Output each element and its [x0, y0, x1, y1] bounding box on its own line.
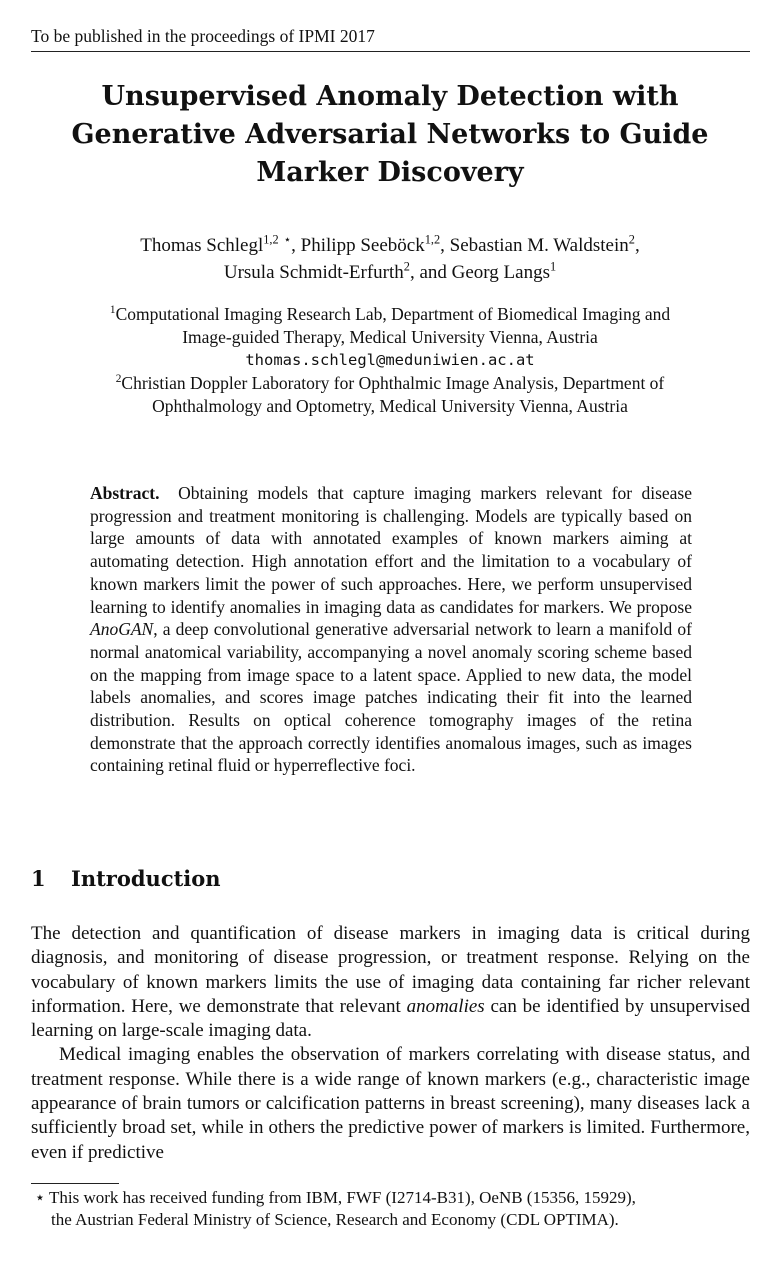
- author-separator: ,: [440, 235, 450, 256]
- footnote-text: This work has received funding from IBM, FWF (I2714-B31), OeNB (15356, 15929),: [49, 1188, 636, 1207]
- author-line-2: [0, 259, 780, 286]
- paper-title: [0, 78, 780, 192]
- author-separator: , and: [409, 262, 452, 283]
- paragraph-text: The detection and quantification of disease markers in imaging data is critical during diagnosis, and monitoring of disease progression, or treatment response. Relying on the vocabulary of known markers limits the use of imaging data containing far richer relevant information. Here, we demonstrate that relevant: [31, 923, 750, 1017]
- body-text: [31, 922, 750, 1165]
- author-affil-sup: 1,2: [424, 232, 441, 247]
- running-head: To be published in the proceedings of IPMI 2017: [31, 26, 750, 52]
- footnote-text-cont: the Austrian Federal Ministry of Science, Research and Economy (CDL OPTIMA).: [51, 1210, 619, 1229]
- author-affil-sup: 1: [549, 259, 557, 274]
- author-list: [0, 232, 780, 286]
- section-number: 1: [31, 866, 46, 891]
- author-separator: ,: [634, 235, 640, 256]
- abstract: [90, 482, 692, 777]
- affil-sup: 2: [115, 373, 122, 386]
- affil-text: Christian Doppler Laboratory for Ophthalmic Image Analysis, Department of: [121, 373, 665, 393]
- author-name: Philipp Seeböck: [300, 235, 425, 256]
- author-separator: ,: [291, 235, 301, 256]
- abstract-emphasis: AnoGAN: [90, 619, 154, 640]
- paragraph-emphasis: anomalies: [406, 995, 485, 1017]
- affiliation-1-line-2: Image-guided Therapy, Medical University Vienna, Austria: [182, 327, 598, 347]
- abstract-text: , a deep convolutional generative adversarial network to learn a manifold of normal anatomical variability, accompanying a novel anomaly scoring scheme based on the mapping from image space to a latent space. Applied to new data, the model labels anomalies, and scores image patches indicating their fit into the learned distribution. Results on optical coherence tomography images of the retina demonstrate that the approach correctly identifies anomalous images, such as images containing retinal fluid or hyperreflective foci.: [90, 619, 692, 776]
- affil-text: Computational Imaging Research Lab, Department of Biomedical Imaging and: [115, 304, 671, 324]
- author-affil-sup: 1,2: [263, 232, 279, 247]
- affiliation-1-line-1: [0, 303, 780, 326]
- footnote-mark: ⋆: [34, 1188, 46, 1207]
- author-affil-sup: 2: [403, 259, 410, 274]
- abstract-text: Obtaining models that capture imaging markers relevant for disease progression and treatment monitoring is challenging. Models are typically based on large amounts of data with annotated examples of known markers aiming at automating detection. High annotation effort and the limitation to a vocabulary of known markers limit the power of such approaches. Here, we perform unsupervised learning to identify anomalies in imaging data as candidates for markers. We propose: [90, 483, 692, 617]
- footnote-star: ⋆: [283, 232, 292, 247]
- affiliation-2-line-2: Ophthalmology and Optometry, Medical University Vienna, Austria: [152, 396, 628, 416]
- affiliations: [0, 303, 780, 418]
- paragraph-text: can be identified by unsupervised learning on large-scale imaging data.: [31, 995, 750, 1042]
- paragraph: [31, 922, 750, 1043]
- author-name: Thomas Schlegl: [140, 235, 264, 256]
- footnote: [31, 1187, 750, 1231]
- author-affil-sup: 2: [628, 232, 635, 247]
- email-link[interactable]: thomas.schlegl@meduniwien.ac.at: [245, 351, 535, 369]
- author-name: Sebastian M. Waldstein: [449, 235, 629, 256]
- section-heading: [31, 866, 750, 891]
- affiliation-2-line-1: [0, 372, 780, 395]
- title-line-1: Unsupervised Anomaly Detection with: [101, 81, 679, 112]
- affil-sup: 1: [109, 304, 116, 317]
- author-line-1: [0, 232, 780, 259]
- title-line-2: Generative Adversarial Networks to Guide: [71, 119, 709, 150]
- author-name: Georg Langs: [451, 262, 550, 283]
- footnote-rule: [31, 1183, 119, 1184]
- title-line-3: Marker Discovery: [256, 157, 524, 188]
- author-name: Ursula Schmidt-Erfurth: [223, 262, 404, 283]
- paragraph: Medical imaging enables the observation of markers correlating with disease status, and treatment response. While there is a wide range of known markers (e.g., characteristic image appearance of brain tumors or calcification patterns in breast screening), many diseases lack a sufficiently broad set, while in others the predictive power of markers is limited. Furthermore, even if predictive: [31, 1044, 750, 1163]
- abstract-label: Abstract.: [90, 483, 160, 503]
- section-title: Introduction: [71, 866, 221, 891]
